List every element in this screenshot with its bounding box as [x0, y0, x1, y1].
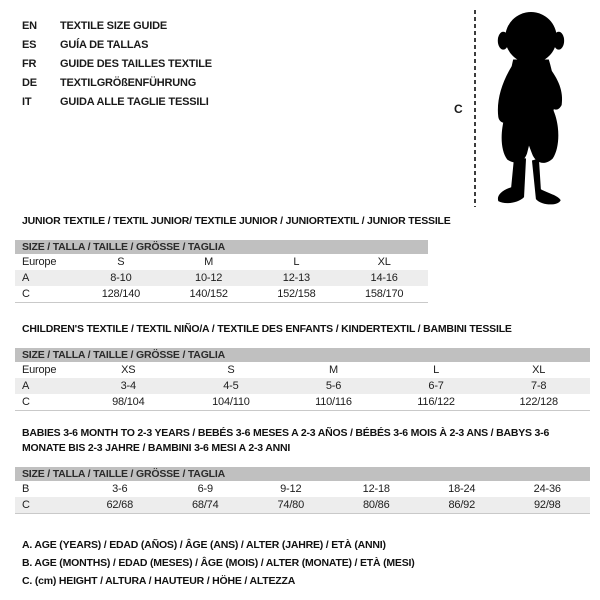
table-row — [15, 497, 590, 513]
size-cell: 5-6 — [325, 380, 342, 392]
language-title: GUIDE DES TAILLES TEXTILE — [60, 58, 212, 70]
language-code: IT — [22, 96, 32, 108]
table-row — [15, 378, 590, 394]
size-cell: 140/152 — [189, 287, 228, 300]
size-cell: 152/158 — [277, 287, 316, 300]
size-cell: 12-18 — [362, 483, 390, 495]
size-table — [15, 240, 428, 303]
section-heading: BABIES 3-6 MONTH TO 2-3 YEARS / BEBÉS 3-6 MESES A 2-3 AÑOS / BÉBÉS 3-6 MOIS À 2-3 ANS / BABYS 3-6 MONATE BIS 2-3 JAHRE / BAMBINI 3-6 MESI A 2-3 ANNI — [22, 427, 550, 454]
size-cell: 98/104 — [112, 395, 145, 408]
size-cell: 62/68 — [106, 498, 134, 511]
language-code: DE — [22, 77, 37, 89]
size-cell: 92/98 — [533, 498, 561, 511]
size-cell: 8-10 — [110, 272, 132, 284]
baby-silhouette-icon — [483, 10, 573, 208]
size-cell: 3-6 — [112, 483, 128, 495]
section-heading: CHILDREN'S TEXTILE / TEXTIL NIÑO/A / TEXTILE DES ENFANTS / KINDERTEXTIL / BAMBINI TESSILE — [22, 323, 512, 335]
table-row — [15, 286, 428, 302]
size-cell: 24-36 — [533, 483, 561, 495]
size-cell: S — [117, 256, 125, 268]
size-guide-section — [0, 426, 600, 514]
table-header-row — [15, 240, 428, 254]
footnote: A. AGE (YEARS) / EDAD (AÑOS) / ÂGE (ANS) / ALTER (JAHRE) / ETÀ (ANNI) — [22, 539, 386, 551]
row-label: A — [22, 272, 30, 284]
language-title: TEXTILGRÖßENFÜHRUNG — [60, 77, 197, 89]
size-cell: 128/140 — [101, 287, 141, 300]
size-cell: M — [204, 256, 214, 268]
language-row — [22, 36, 212, 55]
size-cell: 158/170 — [364, 287, 404, 300]
size-cell: 3-4 — [120, 380, 136, 392]
size-cell: S — [227, 364, 235, 376]
height-label: C — [454, 102, 463, 116]
language-list — [22, 17, 212, 112]
size-table — [15, 467, 590, 514]
size-cell: 10-12 — [195, 272, 223, 284]
row-label: A — [22, 380, 30, 392]
size-guide-section — [0, 214, 600, 303]
size-cell: 14-16 — [370, 272, 398, 284]
size-cell: M — [329, 364, 338, 376]
language-row — [22, 55, 212, 74]
size-cell: 110/116 — [315, 395, 352, 408]
table-header: SIZE / TALLA / TAILLE / GRÖSSE / TAGLIA — [15, 348, 590, 362]
language-code: EN — [22, 20, 37, 32]
row-label: Europe — [22, 364, 57, 376]
size-cell: 7-8 — [531, 380, 547, 392]
size-cell: 116/122 — [417, 395, 455, 408]
size-cell: 4-5 — [223, 380, 239, 392]
table-header: SIZE / TALLA / TAILLE / GRÖSSE / TAGLIA — [15, 467, 590, 481]
language-row — [22, 93, 212, 112]
size-cell: XS — [121, 364, 136, 376]
size-cell: 86/92 — [448, 498, 476, 511]
size-cell: L — [293, 256, 300, 268]
table-row — [15, 394, 590, 410]
language-row — [22, 74, 212, 93]
table-header-row — [15, 348, 590, 362]
row-label: C — [22, 498, 30, 511]
table-header-row — [15, 467, 590, 481]
size-cell: 68/74 — [191, 498, 219, 511]
height-dotted-line — [474, 10, 476, 207]
language-code: ES — [22, 39, 37, 51]
size-guide-section — [0, 322, 600, 411]
language-title: TEXTILE SIZE GUIDE — [60, 20, 168, 32]
language-title: GUIDA ALLE TAGLIE TESSILI — [60, 96, 209, 108]
size-cell: 6-9 — [197, 483, 213, 495]
footnotes — [22, 536, 415, 590]
row-label: Europe — [22, 256, 57, 268]
language-row — [22, 17, 212, 36]
section-heading: JUNIOR TEXTILE / TEXTIL JUNIOR/ TEXTILE JUNIOR / JUNIORTEXTIL / JUNIOR TESSILE — [22, 215, 451, 227]
row-label: C — [22, 287, 30, 300]
size-cell: L — [433, 364, 440, 376]
size-cell: XL — [377, 256, 391, 268]
size-cell: 12-13 — [282, 272, 310, 284]
footnote: B. AGE (MONTHS) / EDAD (MESES) / ÂGE (MOIS) / ALTER (MONATE) / ETÀ (MESI) — [22, 557, 415, 569]
table-row — [15, 362, 590, 378]
height-figure — [450, 8, 580, 210]
size-cell: 9-12 — [280, 483, 302, 495]
table-row — [15, 270, 428, 286]
footnote: C. (cm) HEIGHT / ALTURA / HAUTEUR / HÖHE / ALTEZZA — [22, 575, 296, 587]
row-label: B — [22, 483, 30, 495]
row-label: C — [22, 395, 30, 408]
size-cell: 80/86 — [362, 498, 390, 511]
size-cell: 18-24 — [448, 483, 476, 495]
size-cell: 74/80 — [277, 498, 305, 511]
size-table — [15, 348, 590, 411]
size-cell: XL — [532, 364, 546, 376]
language-code: FR — [22, 58, 37, 70]
size-cell: 104/110 — [212, 395, 250, 408]
size-cell: 122/128 — [519, 395, 558, 408]
language-title: GUÍA DE TALLAS — [60, 39, 149, 51]
table-header: SIZE / TALLA / TAILLE / GRÖSSE / TAGLIA — [15, 240, 428, 254]
size-cell: 6-7 — [428, 380, 444, 392]
table-row — [15, 254, 428, 270]
table-row — [15, 481, 590, 497]
